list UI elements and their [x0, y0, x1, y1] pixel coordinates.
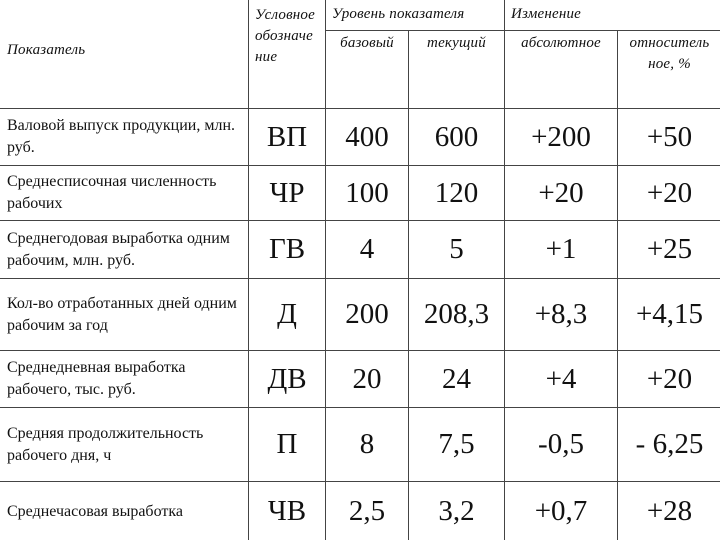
- base-value: 2,5: [326, 482, 409, 540]
- table-row: [0, 221, 720, 279]
- base-value: 100: [326, 166, 409, 221]
- relative-change: +20: [618, 351, 720, 408]
- current-value: 120: [409, 166, 505, 221]
- indicator-label: Валовой выпуск продукции, млн. руб.: [0, 109, 249, 166]
- base-value: 200: [326, 279, 409, 351]
- indicator-label: Среднечасовая выработка: [0, 482, 249, 540]
- current-value: 5: [409, 221, 505, 279]
- current-value: 7,5: [409, 408, 505, 482]
- header-absolute-text: абсолютное: [521, 35, 601, 51]
- indicator-code: ЧР: [249, 166, 326, 221]
- base-value: 4: [326, 221, 409, 279]
- indicator-label: Средняя продолжительность рабочего дня, ч: [0, 408, 249, 482]
- header-current: текущий: [409, 31, 505, 109]
- indicator-code: ДВ: [249, 351, 326, 408]
- relative-change: - 6,25: [618, 408, 720, 482]
- absolute-change: -0,5: [505, 408, 618, 482]
- absolute-change: +20: [505, 166, 618, 221]
- table-row: [0, 351, 720, 408]
- indicator-code: ЧВ: [249, 482, 326, 540]
- relative-change: +50: [618, 109, 720, 166]
- absolute-change: +200: [505, 109, 618, 166]
- base-value: 20: [326, 351, 409, 408]
- header-code: [249, 0, 326, 109]
- indicator-code: Д: [249, 279, 326, 351]
- current-value: 208,3: [409, 279, 505, 351]
- relative-change: +28: [618, 482, 720, 540]
- header-base: базовый: [326, 31, 409, 109]
- table-row: [0, 109, 720, 166]
- relative-change: +25: [618, 221, 720, 279]
- header-code-text: Условное обозначение: [255, 7, 315, 65]
- indicator-code: П: [249, 408, 326, 482]
- base-value: 400: [326, 109, 409, 166]
- table-row: [0, 166, 720, 221]
- header-relative: [618, 31, 720, 109]
- indicator-label: Среднесписочная численность рабочих: [0, 166, 249, 221]
- indicator-code: ВП: [249, 109, 326, 166]
- relative-change: +20: [618, 166, 720, 221]
- indicator-code: ГВ: [249, 221, 326, 279]
- header-change: Изменение: [505, 0, 720, 31]
- base-value: 8: [326, 408, 409, 482]
- indicator-label: Среднедневная выработка рабочего, тыс. руб.: [0, 351, 249, 408]
- absolute-change: +4: [505, 351, 618, 408]
- absolute-change: +0,7: [505, 482, 618, 540]
- header-absolute: [505, 31, 618, 109]
- header-row-top: [0, 0, 720, 31]
- header-relative-text: относительное, %: [629, 35, 710, 72]
- current-value: 600: [409, 109, 505, 166]
- current-value: 24: [409, 351, 505, 408]
- table-row: [0, 408, 720, 482]
- current-value: 3,2: [409, 482, 505, 540]
- table-row: [0, 279, 720, 351]
- indicator-label: Кол-во отработанных дней одним рабочим за год: [0, 279, 249, 351]
- header-level: Уровень показателя: [326, 0, 505, 31]
- relative-change: +4,15: [618, 279, 720, 351]
- absolute-change: +8,3: [505, 279, 618, 351]
- table-row: [0, 482, 720, 540]
- header-indicator: Показатель: [0, 0, 249, 109]
- absolute-change: +1: [505, 221, 618, 279]
- indicator-label: Среднегодовая выработка одним рабочим, млн. руб.: [0, 221, 249, 279]
